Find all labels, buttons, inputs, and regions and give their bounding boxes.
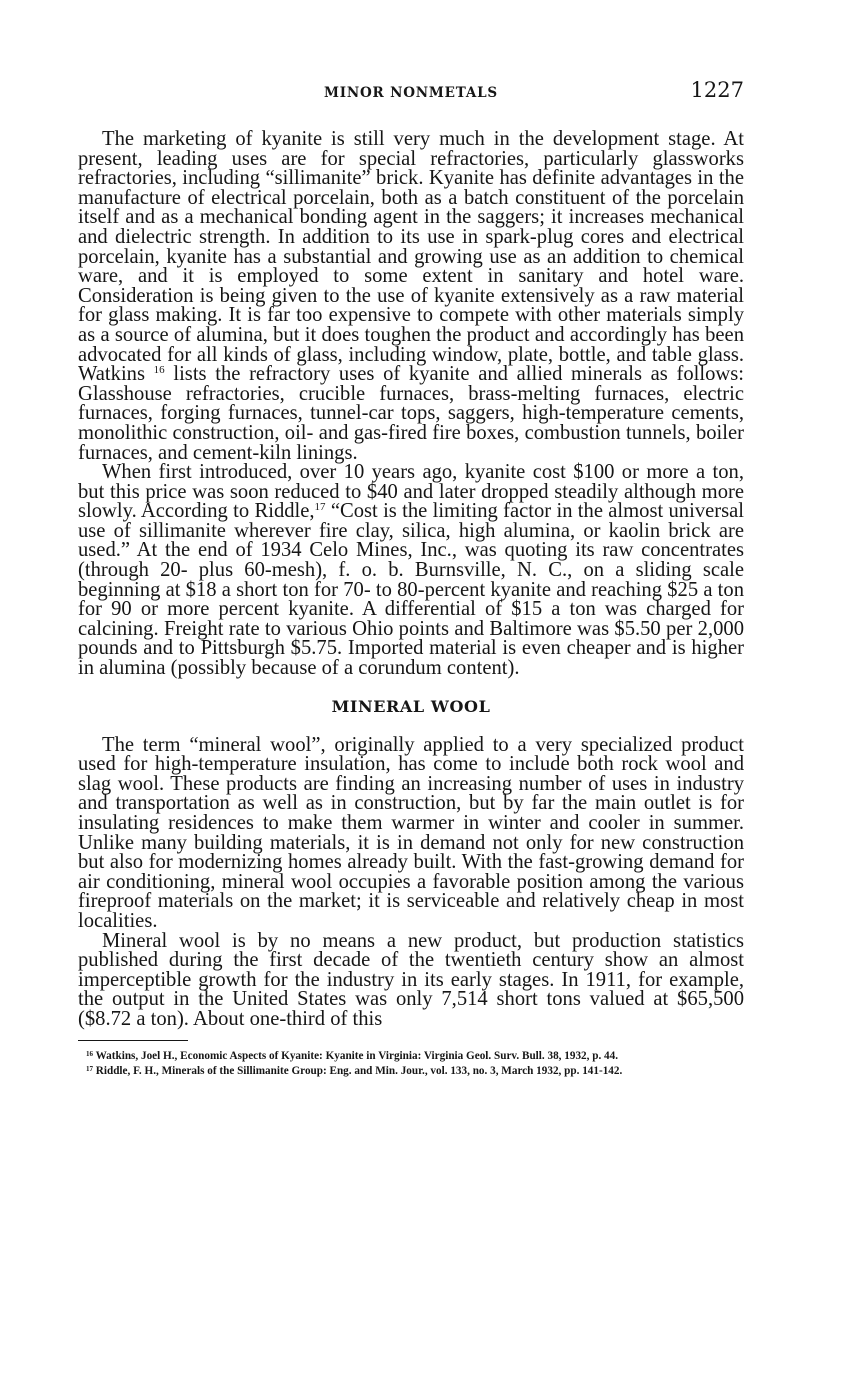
mineral-wool-paragraph-1: The term “mineral wool”, originally applied to a very specialized product used for high-temperature insulation, has come to include both rock wool and slag wool. These products are finding an increasing number of uses in industry and transportation as well as in construction, but by far the main outlet is for insulating residences to make them warmer in winter and cooler in summer. Unlike many building materials, it is in demand not only for new construction but also for modernizing homes already built. With the fast-growing demand for air conditioning, mineral wool occupies a favorable position among the various fireproof materials on the market; it is serviceable and relatively cheap in most localities. [78,733,744,932]
footnotes [78,1049,744,1077]
paragraph-text: The marketing of kyanite is still very much in the development stage. At present, leading uses are for special refractories, particularly glassworks refractories, including “sillimanite” brick. Kyanite has definite advantages in the manufacture of electrical porcelain, both as a batch constituent of the porcelain itself and as a mechanical bonding agent in the saggers; it increases mechanical and dielectric strength. In addition to its use in spark-plug cores and electrical porcelain, kyanite has a substantial and growing use as an addition to chemical ware, and it is employed to some extent in sanitary and hotel ware. Consideration is being given to the use of kyanite extensively as a raw material for glass making. It is far too expensive to compete with other materials simply as a source of alumina, but it does toughen the product and accordingly has been advocated for all kinds of glass, including window, plate, bottle, and table glass. Watkins [78,128,744,386]
footnote-17 [78,1064,744,1077]
kyanite-paragraph-1 [78,130,744,463]
footnote-ref-17: 17 [314,501,326,514]
paragraph-text: lists the refractory uses of kyanite and allied minerals as follows: Glasshouse refractories, crucible furnaces, brass-melting furnaces, electric furnaces, forging furnaces, tunnel-car tops, saggers, high-temperature cements, monolithic construction, oil- and gas-fired fire boxes, combustion tunnels, boiler furnaces, and cement-kiln linings. [78,363,744,464]
kyanite-paragraph-2 [78,463,744,679]
footnote-text: Watkins, Joel H., Economic Aspects of Kyanite: Kyanite in Virginia: Virginia Geol. Surv. Bull. 38, 1932, p. 44. [95,1049,619,1062]
page-number: 1227 [690,78,744,102]
footnote-16 [78,1049,744,1062]
footnote-mark: 17 [86,1064,93,1073]
running-title: MINOR NONMETALS [324,85,498,101]
footnote-ref-16: 16 [153,364,165,377]
footnote-divider [78,1040,188,1041]
page-content [78,78,744,1079]
footnote-text: Riddle, F. H., Minerals of the Sillimanite Group: Eng. and Min. Jour., vol. 133, no. 3, March 1932, pp. 141-142. [95,1064,623,1077]
paragraph-text: “Cost is the limiting factor in the almost universal use of sillimanite wherever fire clay, silica, high alumina, or kaolin brick are used.” At the end of 1934 Celo Mines, Inc., was quoting its raw concentrates (through 20- plus 60-mesh), f. o. b. Burnsville, N. C., on a sliding scale beginning at $18 a short ton for 70- to 80-percent kyanite and reaching $25 a ton for 90 or more percent kyanite. A differential of $15 a ton was charged for calcining. Freight rate to various Ohio points and Baltimore was $5.50 per 2,000 pounds and to Pittsburgh $5.75. Imported material is even cheaper and is higher in alumina (possibly because of a corundum content). [78,500,744,680]
footnote-mark: 16 [86,1049,93,1058]
section-heading: MINERAL WOOL [331,696,491,716]
running-head [78,78,744,108]
mineral-wool-paragraph-2: Mineral wool is by no means a new product, but production statistics published during the first decade of the twentieth century show an almost imperceptible growth for the industry in its early stages. In 1911, for example, the output in the United States was only 7,514 short tons valued at $65,500 ($8.72 a ton). About one-third of this [78,929,744,1030]
paragraph-text: When first introduced, over 10 years ago, kyanite cost $100 or more a ton, but this price was soon reduced to $40 and later dropped steadily although more slowly. According to Riddle, [78,461,744,523]
